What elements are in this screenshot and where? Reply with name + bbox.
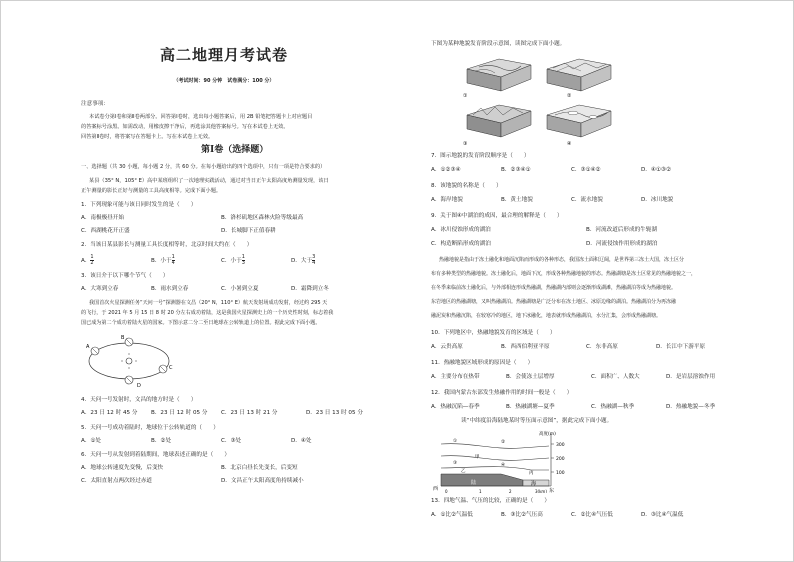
- fraction-c: $\frac{1}{3}$: [241, 254, 245, 266]
- label-sea: 海: [531, 481, 537, 487]
- landform-intro: 下图为某种地貌发育阶段示意图，读图完成下面小题。: [431, 41, 566, 47]
- point-jia: 甲: [475, 455, 480, 460]
- land-area: [441, 474, 523, 486]
- q2-option-a[interactable]: A． $\frac{1}{2}$: [81, 254, 94, 266]
- q6-option-b[interactable]: B．北京白昼长先变长，后变短: [221, 465, 298, 471]
- stage-4-block: [547, 105, 611, 137]
- point-3: ③: [453, 461, 458, 466]
- q12-option-d[interactable]: D．热融地貌—冬季: [666, 404, 716, 410]
- q8-stem: 8．该地貌的名称是（ ）: [431, 183, 502, 189]
- passage3-line-1: 热融地貌是指由于冻土融化和地面沉陷而形成的各种形态，我国冻土面积辽阔，是世界第三冻土大国，冻土区分: [439, 257, 685, 263]
- q6-option-a[interactable]: A．地球公转速度先变慢，后变快: [81, 465, 164, 471]
- q5-option-b[interactable]: B．②处: [151, 438, 172, 444]
- earth-c: [159, 365, 167, 373]
- orbit-label-a: A: [86, 344, 90, 350]
- stage-label-1: ①: [463, 93, 468, 99]
- q9-option-a[interactable]: A．冰川侵蚀形成的湖泊: [431, 227, 491, 233]
- section-title: 第Ⅰ卷（选择题）: [201, 145, 269, 155]
- fraction-b: $\frac{1}{4}$: [171, 254, 175, 266]
- q2-option-c[interactable]: C．小于 $\frac{1}{3}$: [221, 254, 245, 266]
- x-tick-1: 1: [479, 489, 482, 493]
- orbit-ellipse: [89, 343, 169, 379]
- stage-label-3: ③: [463, 141, 468, 147]
- orbit-label-d: D: [137, 383, 141, 389]
- q7-option-d[interactable]: D．④①③②: [641, 167, 671, 173]
- notice-heading: 注意事项：: [81, 101, 109, 107]
- q13-stem: 13．四地气温、气压的比较，正确的是（ ）: [431, 498, 550, 504]
- fraction-d: $\frac{3}{4}$: [312, 254, 316, 266]
- point-bing: 丙: [529, 471, 534, 476]
- x-tick-0: 0: [445, 489, 448, 493]
- stage-3-block: [467, 105, 531, 137]
- q12-option-b[interactable]: B．热融湖塘—夏季: [506, 404, 555, 410]
- q9-option-c[interactable]: C．构造断陷形成的湖泊: [431, 241, 491, 247]
- q8-option-c[interactable]: C．流水地貌: [571, 197, 603, 203]
- q12-stem: 12．我国内蒙古东部发生热融作用的时间一般是（ ）: [431, 390, 573, 396]
- passage3-line-3: 在冬季来临前冻土融化后，与外部相连形成热融湖，热融湖内部则会逐渐形成湖滩，热融湖泊等成为热融地貌。: [431, 285, 677, 291]
- landform-stages-figure: [461, 51, 621, 153]
- page-title: 高二地理月考试卷: [159, 46, 288, 64]
- q1-option-d[interactable]: D．长城脚下正值春耕: [221, 228, 276, 234]
- notice-line-1: 本试卷分第Ⅰ卷和第Ⅱ卷两部分。回答第Ⅰ卷时，选出每小题答案后，用 2B 铅笔把答题卡上对应题目: [89, 114, 313, 120]
- orbit-label-c: C: [169, 365, 173, 371]
- q11-option-d[interactable]: D．是岩层溶蚀作用: [666, 374, 716, 380]
- earth-b: [125, 338, 133, 346]
- q6-option-d[interactable]: D．文昌正午太阳高度角持续减小: [221, 478, 304, 484]
- q7-option-c[interactable]: C．③①④②: [571, 167, 601, 173]
- q12-option-c[interactable]: C．热融湖—秋季: [591, 404, 635, 410]
- q5-option-d[interactable]: D．④处: [291, 438, 312, 444]
- passage3-line-5: 融泥炭和热融沉陷，在较寒冷的地区，地下冰融化，地表就形成热融湖泊，水分汇集，会形成热融湖塘。: [431, 313, 662, 319]
- point-yi: 乙: [461, 469, 466, 474]
- q1-option-c[interactable]: C．西湖桃花开正盛: [81, 228, 130, 234]
- fraction-a: $\frac{1}{2}$: [90, 254, 94, 266]
- q6-option-c[interactable]: C．太阳直射点两次经过赤道: [81, 478, 153, 484]
- q5-option-c[interactable]: C．③处: [221, 438, 242, 444]
- q13-option-b[interactable]: B．③比②气压高: [501, 512, 543, 518]
- passage2-line-3: 国已成为第二个成功着陆火星的国家。下图示意二分二至日地球在公转轨道上的位置。据此完成下面小题。: [81, 320, 321, 326]
- q13-option-a[interactable]: A．①比②气温低: [431, 512, 473, 518]
- q3-option-a[interactable]: A．大寒到立春: [81, 286, 119, 292]
- earth-d: [125, 376, 133, 384]
- q6-stem: 6．天问一号从发射到着陆期间，地球表述正确的是（ ）: [81, 452, 230, 458]
- q10-option-b[interactable]: B．西西伯利亚平原: [501, 344, 550, 350]
- point-4: ④: [501, 463, 506, 468]
- q4-option-a[interactable]: A．23 日 12 时 45 分: [81, 410, 138, 416]
- orbit-diagram: [81, 331, 176, 391]
- sun-icon: [126, 358, 132, 364]
- exam-meta: （考试时间：90 分钟 试卷满分：100 分）: [173, 78, 275, 84]
- point-1: ①: [453, 439, 458, 444]
- q13-option-d[interactable]: D．③比④气温低: [641, 512, 684, 518]
- q1-option-a[interactable]: A．南极极昼开始: [81, 215, 124, 221]
- label-west: 西: [433, 486, 439, 492]
- q7-option-b[interactable]: B．②③④①: [501, 167, 531, 173]
- q9-option-d[interactable]: D．河流侵蚀作用形成的湖泊: [586, 241, 658, 247]
- q4-stem: 4．天问一号发射时，文昌的地方时是（ ）: [81, 397, 197, 403]
- q8-option-d[interactable]: D．冰川地貌: [641, 197, 674, 203]
- q1-stem: 1．下列现象可能与该日同时发生的是（ ）: [81, 202, 197, 208]
- stage-label-4: ④: [567, 141, 572, 147]
- q11-option-c[interactable]: C．面积广、人数大: [591, 374, 640, 380]
- isobar-lower: [441, 467, 549, 470]
- q12-option-a[interactable]: A．热融沉陷—春季: [431, 404, 480, 410]
- q7-option-a[interactable]: A．①②③④: [431, 167, 461, 173]
- section-intro: 一、选择题（共 30 小题，每小题 2 分，共 60 分。在每小题给出的四个选项中，只有一项是符合要求的）: [81, 164, 326, 170]
- q3-option-d[interactable]: D．霜降到立冬: [291, 286, 329, 292]
- x-tick-3: 3(km): [535, 489, 547, 493]
- isobar-upper: [441, 444, 549, 449]
- y-tick-100: 100: [556, 471, 565, 476]
- q11-option-a[interactable]: A．主要分布在热带: [431, 374, 480, 380]
- orbit-label-b: B: [121, 335, 125, 341]
- q10-option-a[interactable]: A．云贵高原: [431, 344, 463, 350]
- passage4-line-1: 读“中纬度沿海陆地某时等压面示意图”，据此完成下面小题。: [461, 418, 613, 424]
- passage1-line-2: 正午测量的影长正好与测量的工具高度相等。完成下面小题。: [81, 188, 222, 194]
- earth-a: [91, 347, 99, 355]
- stage-2-block: [547, 59, 611, 91]
- label-east: 东: [549, 488, 555, 493]
- isobar-middle: [441, 456, 549, 461]
- q2-option-d[interactable]: D．大于 $\frac{3}{4}$: [291, 254, 316, 266]
- q11-option-b[interactable]: B．会使冻土层增厚: [506, 374, 555, 380]
- q5-option-a[interactable]: A．①处: [81, 438, 102, 444]
- q10-stem: 10．下列地区中，热融地貌发育的区域是（ ）: [431, 330, 556, 336]
- q11-stem: 11．热融地貌区域形成的原因是（ ）: [431, 360, 534, 366]
- passage3-line-4: 东岩地区的热融湖塘，又叫热融湖泊。热融湖塘是广泛分布在冻土地区、冰原边缘的湖泊。热融湖泊分为再冻融: [431, 299, 677, 305]
- q1-option-b[interactable]: B．洛杉矶地区森林火险等级最高: [221, 215, 304, 221]
- q4-option-d[interactable]: D．23 日 13 时 05 分: [306, 410, 363, 416]
- stage-label-2: ②: [567, 93, 572, 99]
- q3-option-b[interactable]: B．雨水到立春: [151, 286, 189, 292]
- x-tick-2: 2: [509, 489, 512, 493]
- q2-stem: 2．当该日某县影长与测量工具长度相等时，北京时间大约在（ ）: [81, 242, 253, 248]
- passage3-line-2: 布有多种类型的热融地貌。冻土融化后，地面下沉，形成各种热融地貌的形态。热融湖塘是冻土区常见的热融地貌之一，: [431, 271, 697, 277]
- q8-option-a[interactable]: A．海岸地貌: [431, 197, 463, 203]
- q3-stem: 3．该日介于以下哪个节气（ ）: [81, 273, 169, 279]
- label-land: 陆: [471, 480, 477, 486]
- pressure-diagram: [431, 428, 591, 493]
- q3-option-c[interactable]: C．小暑到立夏: [221, 286, 259, 292]
- q9-stem: 9．关于图④中湖泊的成因，最合理的解释是（ ）: [431, 213, 563, 219]
- q9-option-b[interactable]: B．河流改道后形成的牛轭湖: [586, 227, 657, 233]
- notice-line-3: 回答第Ⅱ卷时，将答案写在答题卡上。写在本试卷上无效。: [81, 134, 214, 140]
- sun-rays: [121, 353, 137, 369]
- lake-shape: [589, 116, 597, 119]
- q5-stem: 5．天问一号成功着陆时，地球位于公转轨道的（ ）: [81, 425, 219, 431]
- passage1-line-1: 某县（35° N，105° E）高中某班组织了一次地理实践活动，通过对当日正午太阳高度角测量发现，该日: [89, 178, 329, 184]
- y-tick-200: 200: [556, 457, 565, 462]
- point-2: ②: [501, 440, 506, 445]
- q2-option-b[interactable]: B．小于 $\frac{1}{4}$: [151, 254, 175, 266]
- q13-option-c[interactable]: C．②比④气压低: [571, 512, 613, 518]
- y-axis-label: 高度(m): [539, 432, 556, 437]
- passage2-line-1: 我国首次火星探测任务“天问一号”探测器在文昌（20° N，110° E）航天发射场成功发射，经过约 295 天: [89, 300, 328, 306]
- q4-option-b[interactable]: B．23 日 12 时 05 分: [151, 410, 208, 416]
- y-tick-300: 300: [556, 443, 565, 448]
- q4-option-c[interactable]: C．23 日 13 时 21 分: [221, 410, 278, 416]
- stage-1-block: [467, 59, 531, 91]
- notice-line-2: 的答案标号涂黑。如需改动，用橡皮擦干净后，再选涂其他答案标号。写在本试卷上无效。: [81, 124, 289, 130]
- q10-option-c[interactable]: C．东非高原: [586, 344, 618, 350]
- q8-option-b[interactable]: B．黄土地貌: [501, 197, 533, 203]
- passage2-line-2: 的飞行，于 2021 年 5 月 15 日 8 时 20 分左右成功着陆，这是我国火星探测史上的一个历史性时刻，标志着我: [81, 310, 334, 316]
- q10-option-d[interactable]: D．长江中下游平原: [656, 344, 706, 350]
- q7-stem: 7．图示地貌的发育阶段顺序是（ ）: [431, 153, 530, 159]
- lake-shape: [568, 111, 578, 115]
